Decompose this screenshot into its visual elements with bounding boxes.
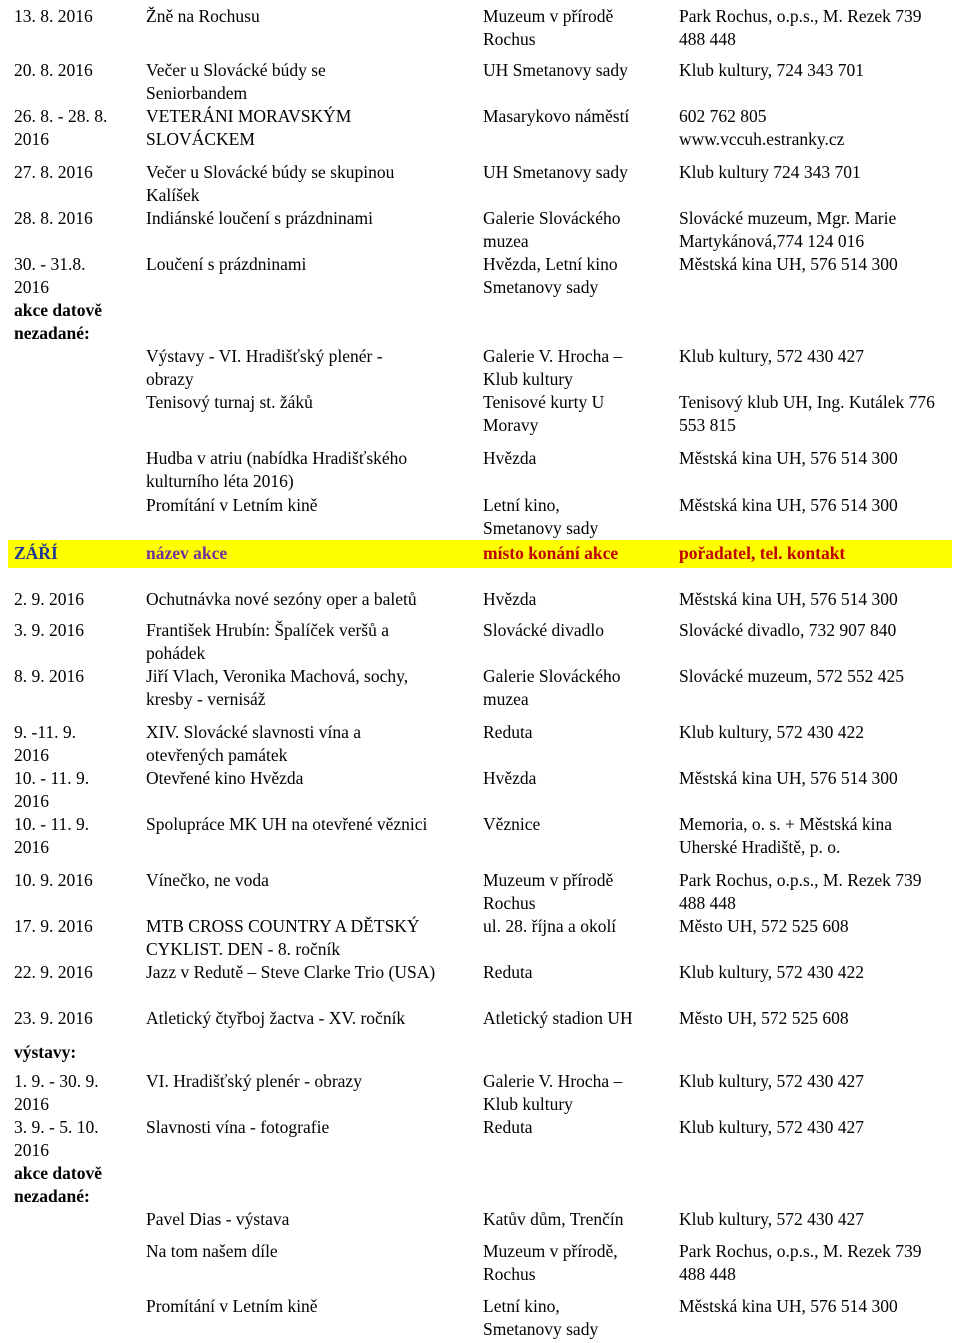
event-name: Jiří Vlach, Veronika Machová, sochy, kresby - vernisáž: [146, 666, 409, 709]
event-organizer: Město UH, 572 525 608: [679, 1008, 849, 1028]
column-header-place: místo konání akce: [483, 543, 619, 563]
exhibitions-label: výstavy:: [14, 1042, 77, 1062]
event-name: Výstavy - VI. Hradišťský plenér - obrazy: [146, 346, 383, 389]
event-place: Tenisové kurty U Moravy: [483, 392, 605, 435]
event-date: 3. 9. 2016: [14, 620, 84, 640]
event-organizer: Park Rochus, o.p.s., M. Rezek 739 488 448: [679, 1241, 922, 1284]
event-organizer: Klub kultury, 572 430 427: [679, 1209, 865, 1229]
september-header-row: [8, 540, 952, 568]
event-date: 2. 9. 2016: [14, 589, 84, 609]
event-organizer: Park Rochus, o.p.s., M. Rezek 739 488 448: [679, 6, 922, 49]
event-name: Pavel Dias - výstava: [146, 1209, 290, 1229]
column-header-name: název akce: [146, 543, 228, 563]
event-date: 23. 9. 2016: [14, 1008, 93, 1028]
column-header-organizer: pořadatel, tel. kontakt: [679, 543, 846, 563]
event-place: Reduta: [483, 1117, 533, 1137]
event-date: 13. 8. 2016: [14, 6, 93, 26]
event-place: Reduta: [483, 722, 533, 742]
event-place: Galerie V. Hrocha – Klub kultury: [483, 1071, 623, 1114]
event-name: Spolupráce MK UH na otevřené věznici: [146, 814, 428, 834]
event-place: UH Smetanovy sady: [483, 162, 628, 182]
event-organizer: Město UH, 572 525 608: [679, 916, 849, 936]
event-name: Na tom našem díle: [146, 1241, 278, 1261]
event-date: 10. - 11. 9. 2016: [14, 768, 90, 811]
event-organizer: 602 762 805 www.vccuh.estranky.cz: [679, 106, 845, 149]
event-date: 27. 8. 2016: [14, 162, 93, 182]
event-date: 20. 8. 2016: [14, 60, 93, 80]
event-place: Katův dům, Trenčín: [483, 1209, 624, 1229]
event-date: 30. - 31.8. 2016: [14, 254, 86, 297]
event-organizer: Městská kina UH, 576 514 300: [679, 589, 898, 609]
event-date: 28. 8. 2016: [14, 208, 93, 228]
event-name: Slavnosti vína - fotografie: [146, 1117, 330, 1137]
event-date: 22. 9. 2016: [14, 962, 93, 982]
event-organizer: Městská kina UH, 576 514 300: [679, 768, 898, 788]
event-place: Hvězda: [483, 768, 537, 788]
event-name: Indiánské loučení s prázdninami: [146, 208, 373, 228]
event-organizer: Tenisový klub UH, Ing. Kutálek 776 553 815: [679, 392, 935, 435]
event-name: MTB CROSS COUNTRY A DĚTSKÝ CYKLIST. DEN - 8. ročník: [146, 916, 420, 959]
event-place: Muzeum v přírodě Rochus: [483, 6, 614, 49]
event-date: 8. 9. 2016: [14, 666, 84, 686]
event-name: Večer u Slovácké búdy se skupinou Kalíšek: [146, 162, 395, 205]
event-name: VETERÁNI MORAVSKÝM SLOVÁCKEM: [146, 106, 352, 149]
event-name: Žně na Rochusu: [146, 6, 260, 26]
event-place: Věznice: [483, 814, 541, 834]
event-date: 9. -11. 9. 2016: [14, 722, 77, 765]
event-name: Atletický čtyřboj žactva - XV. ročník: [146, 1008, 406, 1028]
event-organizer: Slovácké muzeum, Mgr. Marie Martykánová,774 124 016: [679, 208, 897, 251]
event-date: 10. - 11. 9. 2016: [14, 814, 90, 857]
event-organizer: Klub kultury, 572 430 422: [679, 962, 865, 982]
event-place: Galerie Slováckého muzea: [483, 666, 621, 709]
event-organizer: Klub kultury, 572 430 427: [679, 1071, 865, 1091]
event-organizer: Městská kina UH, 576 514 300: [679, 254, 898, 274]
event-name: Promítání v Letním kině: [146, 1296, 318, 1316]
event-organizer: Klub kultury, 572 430 427: [679, 346, 865, 366]
event-name: Vínečko, ne voda: [146, 870, 269, 890]
event-organizer: Klub kultury, 572 430 427: [679, 1117, 865, 1137]
event-place: Galerie V. Hrocha – Klub kultury: [483, 346, 623, 389]
event-organizer: Městská kina UH, 576 514 300: [679, 1296, 898, 1316]
event-place: Reduta: [483, 962, 533, 982]
event-place: Letní kino, Smetanovy sady: [483, 1296, 599, 1339]
event-place: Masarykovo náměstí: [483, 106, 630, 126]
event-place: Letní kino, Smetanovy sady: [483, 495, 599, 538]
event-name: Tenisový turnaj st. žáků: [146, 392, 313, 412]
event-place: Muzeum v přírodě Rochus: [483, 870, 614, 913]
event-date: 17. 9. 2016: [14, 916, 93, 936]
event-place: Slovácké divadlo: [483, 620, 605, 640]
event-name: Promítání v Letním kině: [146, 495, 318, 515]
event-place: Hvězda: [483, 448, 537, 468]
event-organizer: Klub kultury, 724 343 701: [679, 60, 865, 80]
event-organizer: Klub kultury, 572 430 422: [679, 722, 865, 742]
event-date: 26. 8. - 28. 8. 2016: [14, 106, 108, 149]
event-name: Otevřené kino Hvězda: [146, 768, 304, 788]
event-name: Večer u Slovácké búdy se Seniorbandem: [146, 60, 326, 103]
event-date: 1. 9. - 30. 9. 2016: [14, 1071, 99, 1114]
month-heading: ZÁŘÍ: [14, 543, 58, 563]
undated-label: akce datově nezadané:: [14, 1163, 102, 1206]
event-place: UH Smetanovy sady: [483, 60, 628, 80]
event-organizer: Slovácké muzeum, 572 552 425: [679, 666, 905, 686]
event-name: Loučení s prázdninami: [146, 254, 307, 274]
event-place: ul. 28. října a okolí: [483, 916, 617, 936]
event-place: Atletický stadion UH: [483, 1008, 633, 1028]
event-name: Ochutnávka nové sezóny oper a baletů: [146, 589, 417, 609]
event-organizer: Slovácké divadlo, 732 907 840: [679, 620, 897, 640]
event-name: Hudba v atriu (nabídka Hradišťského kulturního léta 2016): [146, 448, 408, 491]
event-place: Galerie Slováckého muzea: [483, 208, 621, 251]
event-organizer: Městská kina UH, 576 514 300: [679, 448, 898, 468]
event-organizer: Městská kina UH, 576 514 300: [679, 495, 898, 515]
event-date: 10. 9. 2016: [14, 870, 93, 890]
undated-label: akce datově nezadané:: [14, 300, 102, 343]
event-place: Hvězda: [483, 589, 537, 609]
event-organizer: Klub kultury 724 343 701: [679, 162, 861, 182]
event-date: 3. 9. - 5. 10. 2016: [14, 1117, 99, 1160]
event-name: František Hrubín: Špalíček veršů a pohádek: [146, 620, 390, 663]
event-place: Muzeum v přírodě, Rochus: [483, 1241, 618, 1284]
event-organizer: Memoria, o. s. + Městská kina Uherské Hradiště, p. o.: [679, 814, 893, 857]
event-name: XIV. Slovácké slavnosti vína a otevřených památek: [146, 722, 361, 765]
event-place: Hvězda, Letní kino Smetanovy sady: [483, 254, 618, 297]
event-organizer: Park Rochus, o.p.s., M. Rezek 739 488 448: [679, 870, 922, 913]
event-name: VI. Hradišťský plenér - obrazy: [146, 1071, 362, 1091]
event-name: Jazz v Redutě – Steve Clarke Trio (USA): [146, 962, 436, 982]
